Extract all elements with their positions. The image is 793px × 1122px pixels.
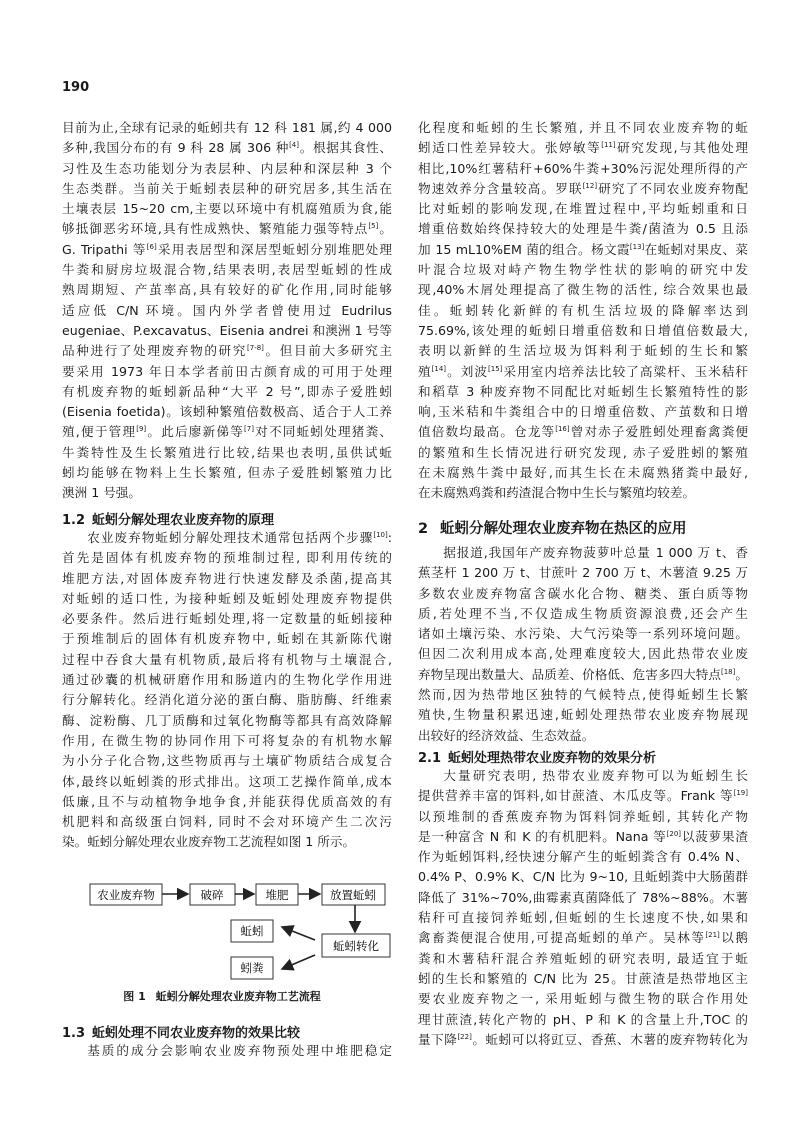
flow-box-agri-waste (90, 884, 162, 905)
citation-ref: [9] (136, 425, 147, 434)
text-line: 在未腐熟鸡粪和药渣混合物中生长与繁殖均较差。 (418, 485, 696, 501)
text-line: 适应低 C/N 环境。国内外学者曾使用过 Eudrilus (62, 302, 392, 318)
text-line: 生态类群。当前关于蚯蚓表层种的研究居多,其生活在 (62, 180, 392, 196)
text-line: 0.4% P、0.9% K、C/N 比为 9~10, 且蚯蚓粪中大肠菌群 (418, 869, 748, 885)
text-line: 蚓均能够在物料上生长繁殖, 但赤子爱胜蚓繁殖力比 (62, 465, 392, 481)
text-line: 牛粪特性及生长繁殖进行比较,结果也表明,虽供试蚯 (62, 444, 392, 460)
section-title: 蚯蚓处理不同农业废弃物的效果比较 (92, 1026, 301, 1041)
citation-ref: [10] (373, 530, 388, 539)
text-line: 殖快,生物量积累迅速,蚯蚓处理热带农业废弃物展现 (418, 707, 748, 723)
flow-box-compost (256, 884, 298, 905)
citation-ref: [19] (733, 789, 748, 798)
text-line: 然而,因为热带地区独特的气候特点,使得蚯蚓生长繁 (418, 687, 748, 703)
text-line: 多数农业废弃物富含碳水化合物、糖类、蛋白质等物 (418, 585, 748, 601)
text-line: 叶混合垃圾对峙产物生物学性状的影响的研究中发 (418, 262, 748, 278)
section-title: 蚯蚓分解处理农业废弃物在热区的应用 (440, 521, 687, 537)
arrow (282, 927, 315, 940)
right-paragraph-1 (418, 118, 748, 504)
citation-ref: [14] (431, 364, 447, 373)
section-2-heading (418, 517, 687, 538)
citation-ref: [18] (721, 667, 736, 676)
section-title: 蚯蚓分解处理农业废弃物的原理 (92, 513, 275, 528)
text-line: 有机废弃物的蚯蚓新品种“大平 2 号”,即赤子爱胜蚓 (62, 383, 392, 399)
text-line: 物速效养分含量较高。罗联[12]研究了不同农业废弃物配 (418, 180, 748, 196)
right-paragraph-3 (418, 766, 748, 1050)
text-line: 要采用 1973 年日本学者前田古颜育成的可用于处理 (62, 363, 392, 379)
text-line: 土壤表层 15~20 cm,主要以环境中有机腐殖质为食,能 (62, 201, 392, 217)
citation-ref: [22] (457, 1032, 472, 1041)
flow-box-conversion (322, 934, 390, 957)
text-line: 熟周期短、产茧率高,具有较好的矿化作用,同时能够 (62, 282, 392, 298)
text-line: 体,最终以蚯蚓粪的形式排出。这项工艺操作简单,成本 (62, 773, 392, 789)
text-line: 通过砂囊的机械研磨作用和肠道内的生物化学作用进 (62, 672, 392, 688)
text-line: 加 15 mL10%EM 菌的组合。杨文霞[13]在蚯蚓对果皮、菜 (418, 241, 748, 257)
text-line: 出较好的经济效益、生态效益。 (418, 727, 595, 743)
text-line: 大量研究表明, 热带农业废弃物可以为蚯蚓生长 (443, 768, 748, 783)
page-number: 190 (62, 80, 90, 95)
text-line: 对蚯蚓的适口性, 为接种蚯蚓及蚯蚓处理废弃物提供 (62, 590, 392, 606)
citation-ref: [13] (629, 242, 645, 251)
text-line: G. Tripathi 等[6]采用表居型和深居型蚯蚓分别堆肥处理 (62, 241, 392, 257)
figure-1-caption (62, 988, 392, 1004)
citation-ref: [6] (146, 242, 157, 251)
text-line: 蕉茎杆 1 200 万 t、甘蔗叶 2 700 万 t、木薯渣 9.25 万 (418, 565, 748, 581)
svg-text:堆肥: 堆肥 (265, 888, 289, 902)
citation-ref: [4] (289, 141, 299, 150)
text-line: 酶、淀粉酶、几丁质酶和过氧化物酶等都具有高效降解 (62, 712, 392, 728)
citation-ref: [7-8] (247, 344, 264, 353)
text-line: 于预堆制后的固体有机废弃物中, 蚯蚓在其新陈代谢 (62, 631, 392, 647)
text-line: 佳。蚯蚓转化新鲜的有机生活垃圾的降解率达到 (418, 302, 748, 318)
text-line: 量下降[22]。蚯蚓可以将豇豆、香蕉、木薯的废弃物转化为 (418, 1031, 748, 1047)
text-line: 品种进行了处理废弃物的研究[7-8]。但目前大多研究主 (62, 343, 392, 359)
text-line: eugeniae、P.excavatus、Eisenia andrei 和澳洲 1 号等 (62, 322, 392, 338)
text-line: 以预堆制的香蕉废弃物为饵料饲养蚯蚓, 其转化产物 (418, 808, 748, 824)
right-paragraph-2 (418, 543, 748, 746)
citation-ref: [7] (244, 425, 254, 434)
text-line: 澳洲 1 号强。 (62, 485, 141, 501)
figure-number: 图 1 (123, 990, 146, 1003)
text-line: 相比,10%红薯秸秆+60%牛粪+30%污泥处理所得的产 (418, 160, 748, 176)
text-line: 和稻草 3 种废弃物不同配比对蚯蚓生长繁殖特性的影 (418, 383, 748, 399)
text-line: 提供营养丰富的饵料,如甘蔗渣、木瓜皮等。Frank 等[19] (418, 788, 748, 804)
section-number: 1.2 (62, 513, 86, 528)
text-line: 必要条件。然后进行蚯蚓处理,将一定数量的蚯蚓接种 (62, 611, 392, 627)
text-line: 在未腐熟牛粪中最好,而其生长在未腐熟猪粪中最好, (418, 465, 748, 481)
text-line: 值倍数均最高。仓龙等[16]曾对赤子爱胜蚓处理畜禽粪便 (418, 424, 748, 440)
text-line: 染。蚯蚓分解处理农业废弃物工艺流程如图 1 所示。 (62, 834, 356, 850)
text-line: 禽畜粪便混合使用,可提高蚯蚓的单产。吴林等[21]以鹅 (418, 930, 748, 946)
text-line: (Eisenia foetida)。该蚓种繁殖倍数极高、适合于人工养 (62, 404, 392, 420)
text-line: 低廉,且不与动植物争地争食,并能获得优质高效的有 (62, 793, 392, 809)
text-line: 堆肥方法,对固体废弃物进行快速发酵及杀菌,提高其 (62, 570, 392, 586)
text-line: 增重倍数始终保持较大的处理是牛粪/菌渣为 0.5 且添 (418, 221, 748, 237)
text-line: 据报道,我国年产废弃物菠萝叶总量 1 000 万 t、香 (443, 545, 748, 560)
citation-ref: [5] (368, 222, 379, 231)
text-line: 目前为止,全球有记录的蚯蚓共有 12 科 181 属,约 4 000 (62, 120, 392, 135)
text-line: 质,若处理不当,不仅造成生物质资源浪费,还会产生 (418, 605, 748, 621)
text-line: 过程中吞食大量有机物质,最后将有机物与土壤混合, (62, 651, 392, 667)
text-line: 粪和木薯秸秆混合养殖蚯蚓的研究表明, 最适宜于蚯 (418, 950, 748, 966)
text-line: 多种,我国分布的有 9 科 28 属 306 种[4]。根据其食性、 (62, 140, 392, 156)
svg-text:蚓粪: 蚓粪 (240, 961, 264, 975)
citation-ref: [16] (555, 425, 570, 434)
text-line: 弃物呈现出数量大、品质差、价格低、危害多四大特点[18]。 (418, 666, 748, 682)
text-line: 牛粪和厨房垃圾混合物,结果表明,表居型蚯蚓的性成 (62, 262, 392, 278)
section-number: 2 (418, 521, 429, 537)
svg-text:蚯蚓: 蚯蚓 (240, 924, 264, 938)
citation-ref: [20] (666, 829, 682, 838)
text-line: 蚓的生长和繁殖的 C/N 比为 25。甘蔗渣是热带地区主 (418, 970, 748, 986)
text-line: 现,40%木屑处理提高了微生物的活性, 综合效果也最 (418, 282, 748, 298)
text-line: 农业废弃物蚯蚓分解处理技术通常包括两个步骤[10]: (87, 530, 392, 545)
flow-box-castings (231, 957, 273, 979)
text-line: 蚓适口性差异较大。张婷敏等[11]研究发现,与其他处理 (418, 140, 748, 156)
svg-text:破碎: 破碎 (200, 888, 224, 902)
section-number: 1.3 (62, 1026, 86, 1041)
text-line: 但因二次利用成本高,处理难度较大,因此热带农业废 (418, 646, 748, 662)
left-paragraph-3 (62, 1041, 392, 1061)
text-line: 化程度和蚯蚓的生长繁殖, 并且不同农业废弃物的蚯 (418, 120, 748, 135)
text-line: 殖,便于管理[9]。此后廖新俤等[7]对不同蚯蚓处理猪粪、 (62, 424, 392, 440)
citation-ref: [15] (488, 364, 503, 373)
text-line: 75.69%,该处理的蚯蚓日增重倍数和日增值倍数最大, (418, 322, 748, 338)
text-line: 诸如土壤污染、水污染、大气污染等一系列环境问题。 (418, 626, 748, 642)
text-line: 降低了 31%~70%,曲霉素真菌降低了 78%~88%。木薯 (418, 889, 748, 905)
section-title: 蚯蚓处理热带农业废弃物的效果分析 (448, 751, 657, 766)
svg-text:放置蚯蚓: 放置蚯蚓 (330, 888, 376, 902)
text-line: 理甘蔗渣,转化产物的 pH、P 和 K 的含量上升,TOC 的 (418, 1011, 748, 1027)
figure-title: 蚯蚓分解处理农业废弃物工艺流程 (155, 990, 321, 1003)
citation-ref: [11] (601, 141, 616, 150)
section-number: 2.1 (418, 751, 442, 766)
arrow (282, 955, 315, 969)
section-2-1-heading (418, 747, 656, 766)
text-line: 的繁殖和生长情况进行研究发现, 赤子爱胜蚓的繁殖 (418, 444, 748, 460)
text-line: 为小分子化合物,这些物质再与土壤矿物质结合成复合 (62, 753, 392, 769)
citation-ref: [12] (582, 181, 598, 190)
text-line: 表明以新鲜的生活垃圾为饵料利于蚯蚓的生长和繁 (418, 343, 748, 359)
citation-ref: [21] (705, 931, 720, 940)
text-line: 首先是固体有机废弃物的预堆制过程, 即利用传统的 (62, 550, 392, 566)
text-line: 作为蚯蚓饵料,经快速分解产生的蚯蚓粪含有 0.4% N、 (418, 849, 748, 865)
text-line: 基质的成分会影响农业废弃物预处理中堆肥稳定 (87, 1043, 392, 1058)
flow-box-earthworm (231, 920, 273, 942)
text-line: 比对蚯蚓的影响发现,在堆置过程中,平均蚯蚓重和日 (418, 201, 748, 217)
text-line: 响,玉米秸和牛粪组合中的日增重倍数、产茧数和日增 (418, 404, 748, 420)
text-line: 够抵御恶劣环境,具有性成熟快、繁殖能力强等特点[5]。 (62, 221, 392, 237)
text-line: 殖[14]。刘波[15]采用室内培养法比较了高粱杆、玉米秸秆 (418, 363, 748, 379)
text-line: 是一种富含 N 和 K 的有机肥料。Nana 等[20]以菠萝果渣 (418, 828, 748, 844)
svg-text:蚯蚓转化: 蚯蚓转化 (333, 939, 379, 953)
flow-box-place-earthworm (322, 884, 385, 905)
text-line: 要农业废弃物之一, 采用蚯蚓与微生物的联合作用处 (418, 991, 748, 1007)
text-line: 机肥料和高级蛋白饲料, 同时不会对环境产生二次污 (62, 814, 392, 830)
section-1-3-heading (62, 1022, 300, 1041)
flow-box-crush (190, 884, 235, 905)
text-line: 秸秆可直接饲养蚯蚓,但蚯蚓的生长速度不快,如果和 (418, 910, 748, 926)
svg-text:农业废弃物: 农业废弃物 (97, 888, 155, 902)
text-line: 作用, 在微生物的协同作用下可将复杂的有机物水解 (62, 732, 392, 748)
text-line: 行分解转化。经消化道分泌的蛋白酶、脂肪酶、纤维素 (62, 692, 392, 708)
text-line: 习性及生态功能划分为表层种、内层种和深层种 3 个 (62, 160, 392, 176)
